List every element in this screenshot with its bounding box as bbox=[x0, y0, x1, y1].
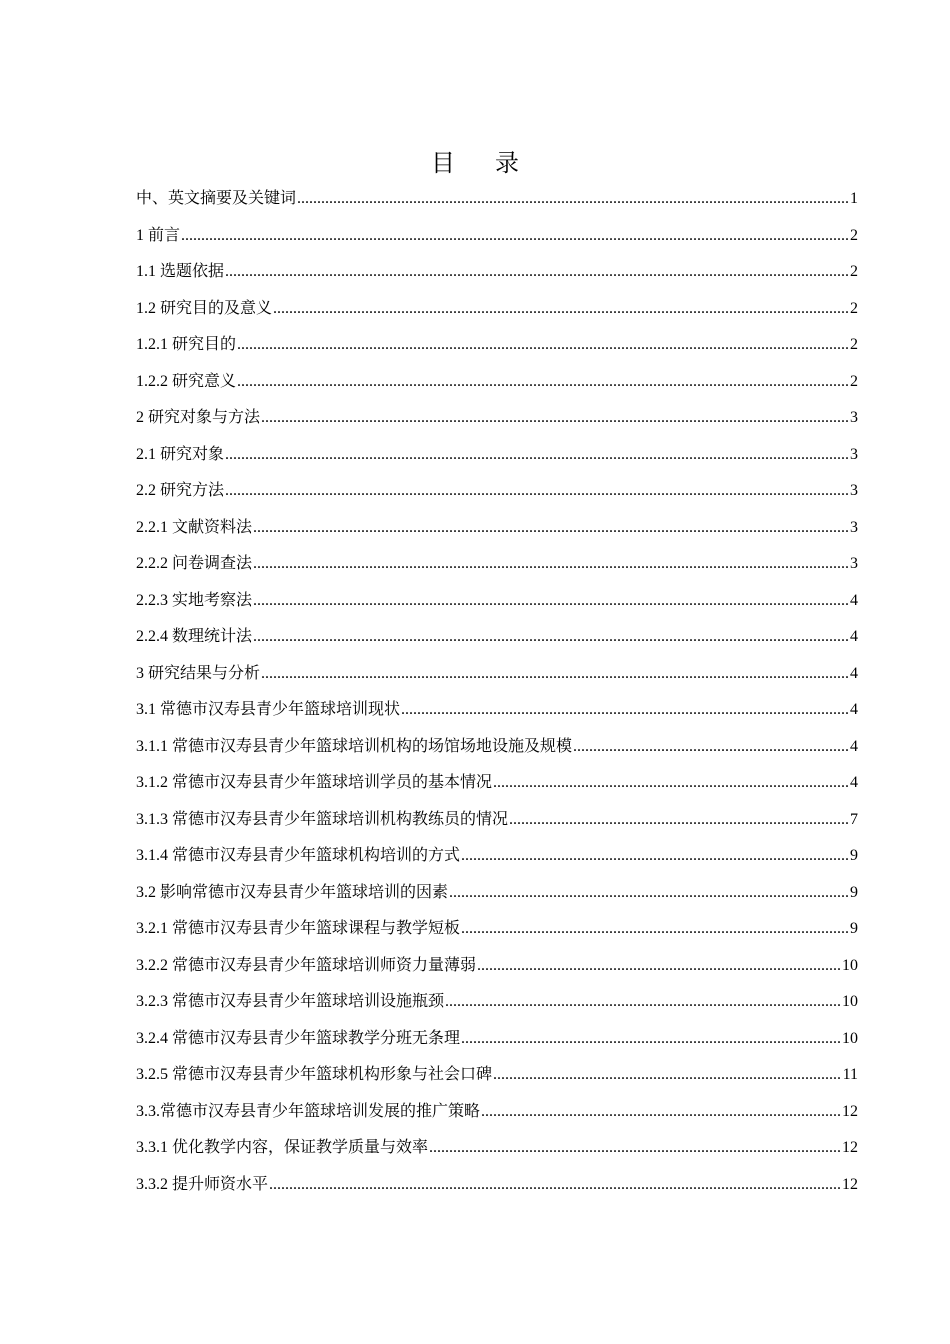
toc-entry-page-number: 1 bbox=[850, 190, 858, 207]
toc-entry-page-number: 3 bbox=[850, 445, 858, 463]
toc-dot-leader bbox=[273, 295, 849, 323]
toc-entry[interactable] bbox=[136, 1134, 858, 1171]
toc-entry-label: 3.1.3 常德市汉寿县青少年篮球培训机构教练员的情况 bbox=[136, 810, 509, 828]
toc-entry-label: 2.2.1 文献资料法 bbox=[136, 518, 253, 536]
toc-entry[interactable] bbox=[136, 806, 858, 843]
toc-entry-label: 中、英文摘要及关键词 bbox=[136, 190, 297, 207]
toc-dot-leader bbox=[225, 258, 849, 286]
toc-entry[interactable] bbox=[136, 879, 858, 916]
toc-entry[interactable] bbox=[136, 258, 858, 295]
toc-entry-label: 2.2 研究方法 bbox=[136, 482, 225, 499]
toc-entry-label: 1.2.1 研究目的 bbox=[136, 336, 237, 353]
toc-entry-label: 3.2.2 常德市汉寿县青少年篮球培训师资力量薄弱 bbox=[136, 956, 477, 974]
toc-dot-leader bbox=[253, 514, 849, 542]
toc-dot-leader bbox=[237, 331, 849, 359]
toc-dot-leader bbox=[449, 879, 849, 907]
toc-entry[interactable] bbox=[136, 368, 858, 405]
toc-entry-page-number: 3 bbox=[850, 518, 858, 536]
toc-entry-page-number: 9 bbox=[850, 883, 858, 901]
toc-entry[interactable] bbox=[136, 1098, 858, 1135]
toc-entry-page-number: 3 bbox=[850, 482, 858, 499]
toc-entry-page-number: 2 bbox=[850, 226, 858, 244]
toc-dot-leader bbox=[225, 441, 849, 469]
toc-entry-label: 3.2.3 常德市汉寿县青少年篮球培训设施瓶颈 bbox=[136, 993, 445, 1010]
toc-dot-leader bbox=[429, 1134, 841, 1162]
toc-entry-label: 3.3.2 提升师资水平 bbox=[136, 1175, 269, 1193]
toc-list bbox=[136, 185, 858, 1207]
toc-entry-label: 2.2.3 实地考察法 bbox=[136, 591, 253, 609]
toc-dot-leader bbox=[481, 1098, 841, 1126]
toc-dot-leader bbox=[253, 623, 849, 651]
toc-dot-leader bbox=[253, 587, 849, 615]
toc-entry[interactable] bbox=[136, 696, 858, 733]
toc-entry[interactable] bbox=[136, 1061, 858, 1098]
toc-entry[interactable] bbox=[136, 769, 858, 806]
toc-entry-label: 3.1.4 常德市汉寿县青少年篮球机构培训的方式 bbox=[136, 847, 461, 864]
toc-entry-page-number: 9 bbox=[850, 920, 858, 937]
toc-entry-page-number: 9 bbox=[850, 847, 858, 864]
toc-dot-leader bbox=[573, 733, 849, 761]
toc-entry[interactable] bbox=[136, 915, 858, 952]
toc-entry-page-number: 2 bbox=[850, 372, 858, 390]
toc-entry-page-number: 2 bbox=[850, 263, 858, 280]
toc-entry-page-number: 10 bbox=[842, 993, 858, 1010]
toc-entry-page-number: 10 bbox=[842, 1029, 858, 1047]
toc-entry-page-number: 10 bbox=[842, 956, 858, 974]
toc-entry[interactable] bbox=[136, 185, 858, 222]
toc-dot-leader bbox=[261, 660, 849, 688]
toc-entry-page-number: 12 bbox=[842, 1102, 858, 1120]
toc-dot-leader bbox=[269, 1171, 841, 1199]
toc-entry[interactable] bbox=[136, 733, 858, 770]
toc-entry[interactable] bbox=[136, 1025, 858, 1062]
toc-dot-leader bbox=[297, 185, 849, 213]
toc-entry-page-number: 4 bbox=[850, 628, 858, 645]
toc-entry-page-number: 3 bbox=[850, 409, 858, 426]
toc-entry-label: 3.3.常德市汉寿县青少年篮球培训发展的推广策略 bbox=[136, 1102, 481, 1120]
toc-dot-leader bbox=[225, 477, 849, 505]
toc-entry-page-number: 4 bbox=[850, 591, 858, 609]
toc-entry[interactable] bbox=[136, 514, 858, 551]
toc-entry-label: 1.1 选题依据 bbox=[136, 263, 225, 280]
toc-entry-page-number: 4 bbox=[850, 774, 858, 791]
toc-entry-label: 1.2.2 研究意义 bbox=[136, 372, 237, 390]
toc-entry-label: 2.2.2 问卷调查法 bbox=[136, 555, 253, 572]
toc-dot-leader bbox=[461, 842, 849, 870]
toc-entry-label: 1.2 研究目的及意义 bbox=[136, 299, 273, 317]
toc-entry[interactable] bbox=[136, 952, 858, 989]
toc-entry-page-number: 7 bbox=[850, 810, 858, 828]
toc-entry-label: 2 研究对象与方法 bbox=[136, 409, 261, 426]
toc-entry-label: 3.1.1 常德市汉寿县青少年篮球培训机构的场馆场地设施及规模 bbox=[136, 737, 573, 755]
toc-entry[interactable] bbox=[136, 623, 858, 660]
toc-dot-leader bbox=[237, 368, 849, 396]
toc-dot-leader bbox=[253, 550, 849, 578]
toc-entry-label: 1 前言 bbox=[136, 226, 181, 244]
toc-entry-page-number: 11 bbox=[842, 1066, 858, 1083]
toc-entry-page-number: 12 bbox=[842, 1139, 858, 1156]
toc-entry-label: 3.1 常德市汉寿县青少年篮球培训现状 bbox=[136, 701, 401, 718]
toc-entry[interactable] bbox=[136, 988, 858, 1025]
toc-entry-page-number: 2 bbox=[850, 299, 858, 317]
toc-dot-leader bbox=[181, 222, 849, 250]
toc-entry-page-number: 4 bbox=[850, 737, 858, 755]
toc-dot-leader bbox=[461, 915, 849, 943]
toc-entry-label: 3.1.2 常德市汉寿县青少年篮球培训学员的基本情况 bbox=[136, 774, 493, 791]
toc-entry-label: 3 研究结果与分析 bbox=[136, 664, 261, 682]
toc-entry[interactable] bbox=[136, 295, 858, 332]
toc-entry[interactable] bbox=[136, 660, 858, 697]
toc-entry-label: 3.2.5 常德市汉寿县青少年篮球机构形象与社会口碑 bbox=[136, 1066, 493, 1083]
toc-entry-page-number: 12 bbox=[842, 1175, 858, 1193]
toc-title: 目录 bbox=[431, 149, 559, 177]
toc-entry-page-number: 2 bbox=[850, 336, 858, 353]
toc-dot-leader bbox=[493, 1061, 842, 1089]
toc-entry-page-number: 3 bbox=[850, 555, 858, 572]
toc-entry[interactable] bbox=[136, 550, 858, 587]
toc-dot-leader bbox=[445, 988, 841, 1016]
toc-dot-leader bbox=[493, 769, 849, 797]
toc-entry[interactable] bbox=[136, 404, 858, 441]
toc-dot-leader bbox=[461, 1025, 841, 1053]
toc-entry-label: 2.2.4 数理统计法 bbox=[136, 628, 253, 645]
toc-entry[interactable] bbox=[136, 842, 858, 879]
toc-entry-page-number: 4 bbox=[850, 701, 858, 718]
toc-dot-leader bbox=[477, 952, 841, 980]
toc-entry-label: 3.2.4 常德市汉寿县青少年篮球教学分班无条理 bbox=[136, 1029, 461, 1047]
toc-entry-label: 3.3.1 优化教学内容，保证教学质量与效率 bbox=[136, 1139, 429, 1156]
toc-entry[interactable] bbox=[136, 587, 858, 624]
toc-entry-label: 2.1 研究对象 bbox=[136, 445, 225, 463]
toc-entry[interactable] bbox=[136, 1171, 858, 1208]
toc-dot-leader bbox=[401, 696, 849, 724]
toc-dot-leader bbox=[509, 806, 849, 834]
toc-entry-label: 3.2 影响常德市汉寿县青少年篮球培训的因素 bbox=[136, 883, 449, 901]
toc-entry-label: 3.2.1 常德市汉寿县青少年篮球课程与教学短板 bbox=[136, 920, 461, 937]
toc-entry[interactable] bbox=[136, 222, 858, 259]
toc-dot-leader bbox=[261, 404, 849, 432]
toc-entry-page-number: 4 bbox=[850, 664, 858, 682]
toc-entry[interactable] bbox=[136, 477, 858, 514]
toc-entry[interactable] bbox=[136, 441, 858, 478]
toc-entry[interactable] bbox=[136, 331, 858, 368]
